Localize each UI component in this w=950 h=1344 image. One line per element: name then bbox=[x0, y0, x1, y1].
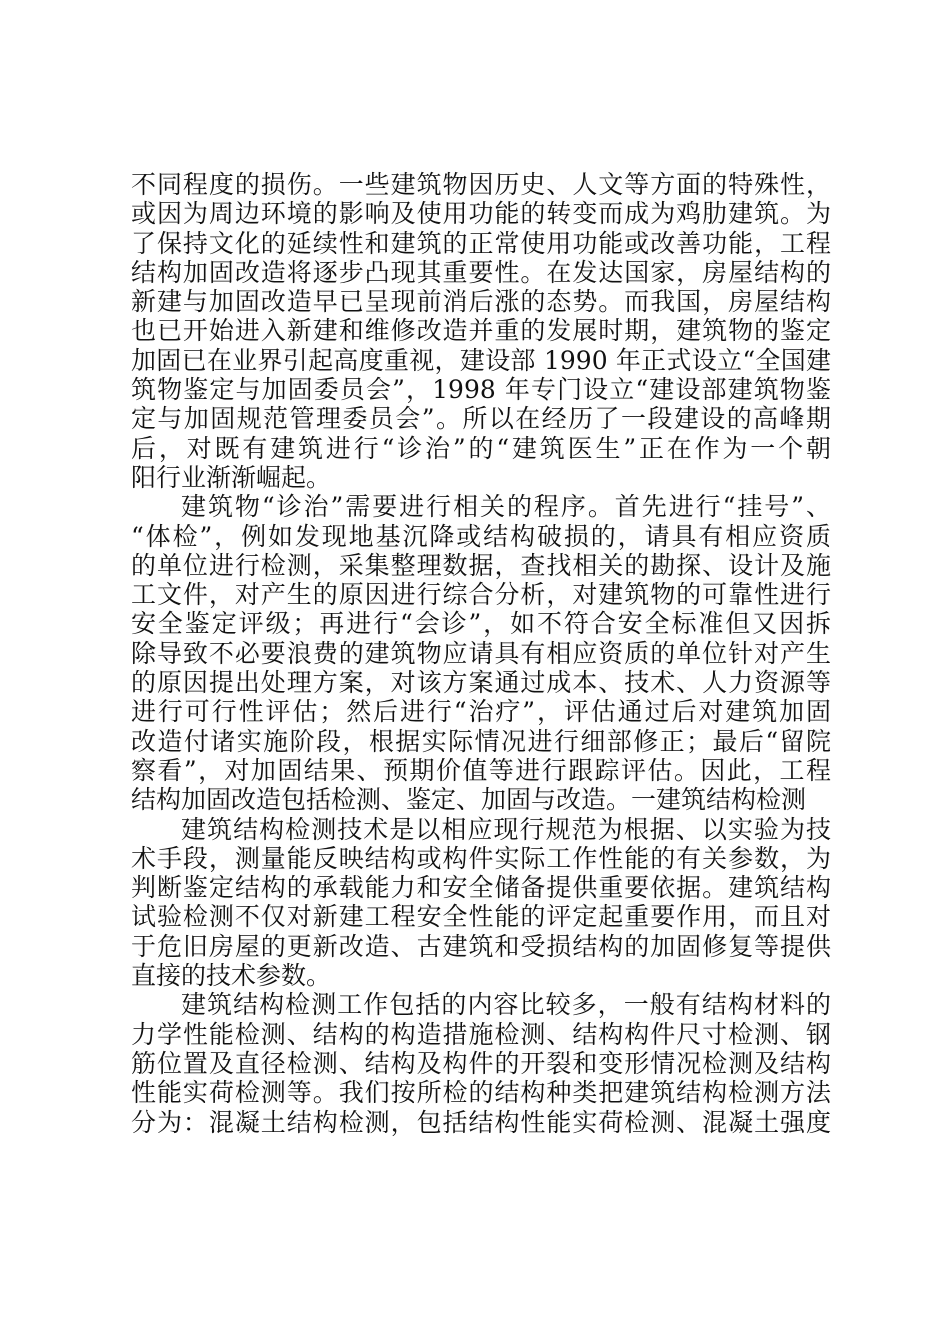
text-line: 建筑结构检测技术是以相应现行规范为根据、以实验为技 bbox=[181, 814, 831, 844]
text-line: 于危旧房屋的更新改造、古建筑和受损结构的加固修复等提供 bbox=[131, 931, 831, 961]
text-line: 性能实荷检测等。我们按所检的结构种类把建筑结构检测方法 bbox=[131, 1078, 831, 1108]
text-line: 后，对既有建筑进行“诊治”的“建筑医生”正在作为一个朝 bbox=[131, 433, 831, 463]
text-line: 结构加固改造包括检测、鉴定、加固与改造。一建筑结构检测 bbox=[131, 785, 807, 815]
text-line: 加固已在业界引起高度重视，建设部 1990 年正式设立“全国建 bbox=[131, 345, 831, 375]
text-line: 也已开始进入新建和维修改造并重的发展时期，建筑物的鉴定 bbox=[131, 316, 831, 346]
document-body bbox=[131, 170, 831, 1137]
text-line: 分为：混凝土结构检测，包括结构性能实荷检测、混凝土强度 bbox=[131, 1107, 831, 1137]
text-line: 力学性能检测、结构的构造措施检测、结构构件尺寸检测、钢 bbox=[131, 1019, 831, 1049]
text-line: 的原因提出处理方案，对该方案通过成本、技术、人力资源等 bbox=[131, 668, 831, 698]
text-line: 或因为周边环境的影响及使用功能的转变而成为鸡肋建筑。为 bbox=[131, 199, 831, 229]
text-line: 建筑结构检测工作包括的内容比较多，一般有结构材料的 bbox=[181, 990, 831, 1020]
text-line: 阳行业渐渐崛起。 bbox=[131, 462, 332, 492]
text-line: 筑物鉴定与加固委员会”，1998 年专门设立“建设部建筑物鉴 bbox=[131, 375, 831, 405]
text-line: 进行可行性评估；然后进行“治疗”，评估通过后对建筑加固 bbox=[131, 697, 831, 727]
text-line: 新建与加固改造早已呈现前消后涨的态势。而我国，房屋结构 bbox=[131, 287, 831, 317]
text-line: 筋位置及直径检测、结构及构件的开裂和变形情况检测及结构 bbox=[131, 1048, 831, 1078]
text-line: 定与加固规范管理委员会”。所以在经历了一段建设的高峰期 bbox=[131, 404, 831, 434]
text-line: 术手段，测量能反映结构或构件实际工作性能的有关参数，为 bbox=[131, 843, 831, 873]
text-line: 工文件，对产生的原因进行综合分析，对建筑物的可靠性进行 bbox=[131, 580, 831, 610]
text-line: 不同程度的损伤。一些建筑物因历史、人文等方面的特殊性， bbox=[131, 170, 831, 199]
text-line: 的单位进行检测，采集整理数据，查找相关的勘探、设计及施 bbox=[131, 550, 831, 580]
text-line: 判断鉴定结构的承载能力和安全储备提供重要依据。建筑结构 bbox=[131, 873, 831, 903]
text-line: 了保持文化的延续性和建筑的正常使用功能或改善功能，工程 bbox=[131, 228, 831, 258]
text-line: 改造付诸实施阶段，根据实际情况进行细部修正；最后“留院 bbox=[131, 726, 831, 756]
text-line: “体检”，例如发现地基沉降或结构破损的，请具有相应资质 bbox=[131, 521, 831, 551]
text-line: 直接的技术参数。 bbox=[131, 961, 332, 991]
text-line: 察看”，对加固结果、预期价值等进行跟踪评估。因此，工程 bbox=[131, 755, 831, 785]
text-line: 试验检测不仅对新建工程安全性能的评定起重要作用，而且对 bbox=[131, 902, 831, 932]
text-line: 结构加固改造将逐步凸现其重要性。在发达国家，房屋结构的 bbox=[131, 257, 831, 287]
text-line: 安全鉴定评级；再进行“会诊”，如不符合安全标准但又因拆 bbox=[131, 609, 831, 639]
text-line: 除导致不必要浪费的建筑物应请具有相应资质的单位针对产生 bbox=[131, 638, 831, 668]
text-line: 建筑物“诊治”需要进行相关的程序。首先进行“挂号”、 bbox=[181, 492, 832, 522]
